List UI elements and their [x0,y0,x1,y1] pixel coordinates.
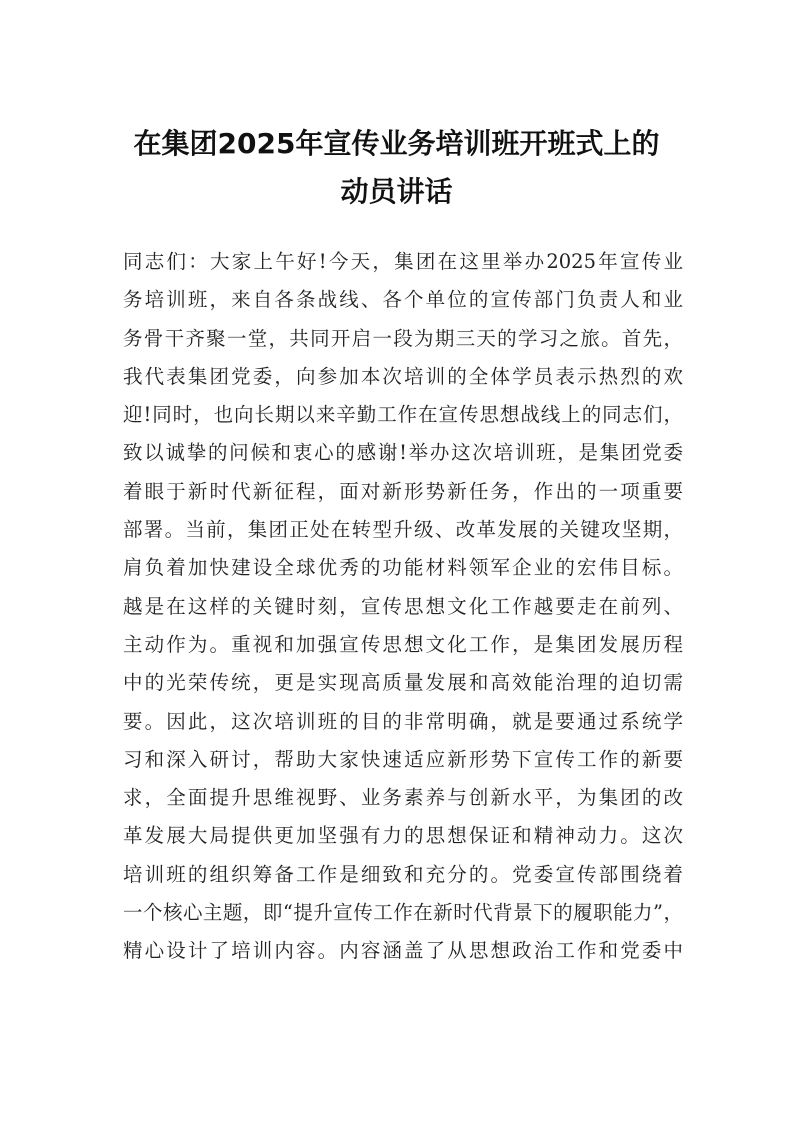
document-title-line-2: 动员讲话 [340,175,453,208]
body-line: 迎!同时，也向长期以来辛勤工作在宣传思想战线上的同志们， [123,403,683,427]
body-line: 肩负着加快建设全球优秀的功能材料领军企业的宏伟目标。 [123,556,683,580]
body-line: 我代表集团党委，向参加本次培训的全体学员表示热烈的欢 [123,364,683,388]
body-line: 要。因此，这次培训班的目的非常明确，就是要通过系统学 [123,709,683,733]
body-line: 着眼于新时代新征程，面对新形势新任务，作出的一项重要 [123,479,683,503]
body-line: 革发展大局提供更加坚强有力的思想保证和精神动力。这次 [123,824,683,848]
document-title-line-1: 在集团2025年宣传业务培训班开班式上的 [133,127,660,160]
body-line: 致以诚挚的问候和衷心的感谢!举办这次培训班，是集团党委 [123,441,683,465]
body-line: 精心设计了培训内容。内容涵盖了从思想政治工作和党委中 [123,939,683,963]
body-line: 务骨干齐聚一堂，共同开启一段为期三天的学习之旅。首先， [123,326,683,350]
body-line: 中的光荣传统，更是实现高质量发展和高效能治理的迫切需 [123,671,683,695]
body-line: 部署。当前，集团正处在转型升级、改革发展的关键攻坚期， [123,518,683,542]
body-line: 习和深入研讨，帮助大家快速适应新形势下宣传工作的新要 [123,747,683,771]
body-line: 务培训班，来自各条战线、各个单位的宣传部门负责人和业 [123,288,683,312]
body-line: 主动作为。重视和加强宣传思想文化工作，是集团发展历程 [123,632,683,656]
body-line: 求，全面提升思维视野、业务素养与创新水平，为集团的改 [123,786,683,810]
body-line: 一个核心主题，即“提升宣传工作在新时代背景下的履职能力”， [123,901,683,925]
speech-body [123,243,683,971]
body-line: 同志们：大家上午好!今天，集团在这里举办2025年宣传业 [123,250,683,273]
body-line: 培训班的组织筹备工作是细致和充分的。党委宣传部围绕着 [123,862,683,886]
body-line: 越是在这样的关键时刻，宣传思想文化工作越要走在前列、 [123,594,683,618]
